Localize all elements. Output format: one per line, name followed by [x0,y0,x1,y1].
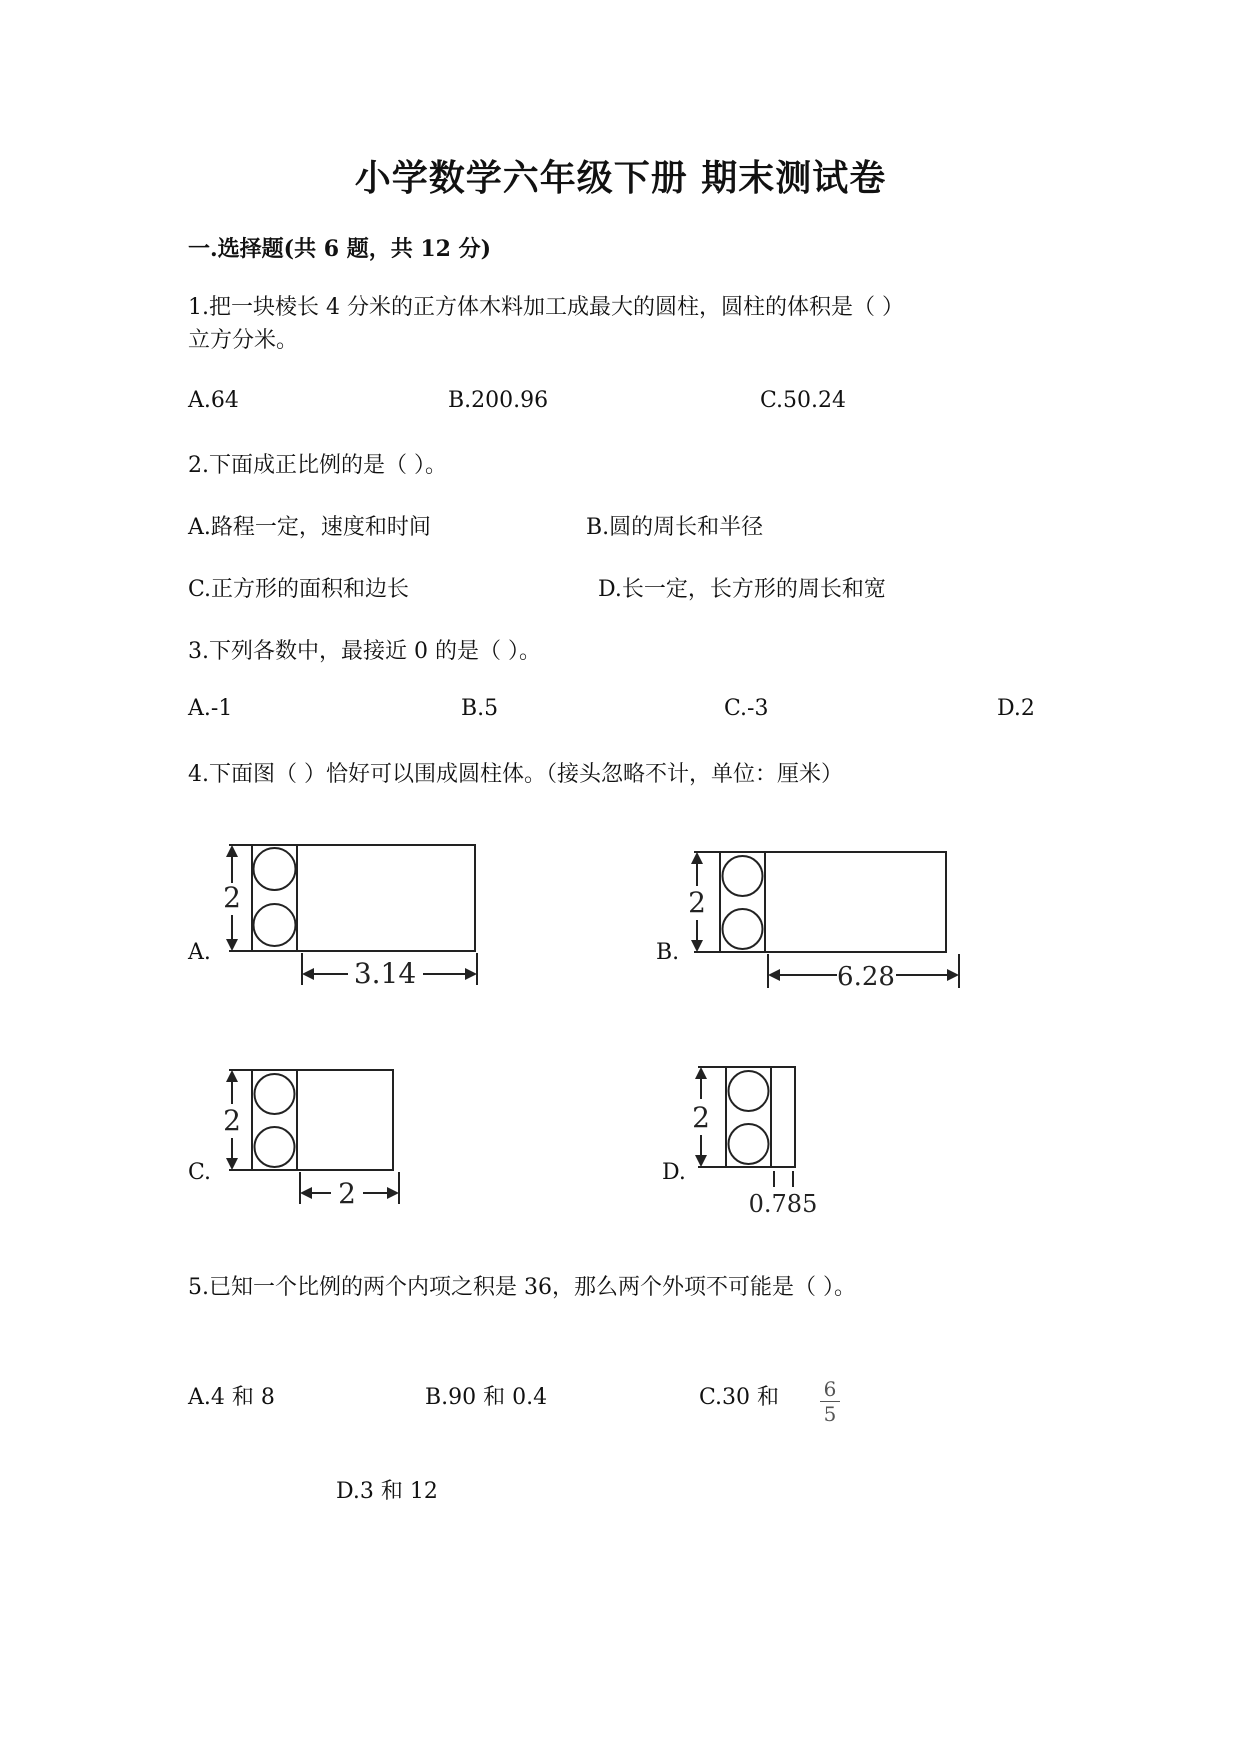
q1-option-c[interactable]: C.50.24 [760,388,847,413]
q4-b-height: 2 [688,886,706,919]
q3-option-d[interactable]: D.2 [997,696,1035,721]
q4-b-width: 6.28 [837,962,895,992]
q4-c-width: 2 [338,1177,356,1210]
q4-option-a-label[interactable]: A. [188,940,211,965]
q3-option-c[interactable]: C.-3 [724,696,769,721]
q4-d-height: 2 [692,1101,710,1134]
q2-option-a[interactable]: A.路程一定，速度和时间 [188,515,431,540]
q2-option-c[interactable]: C.正方形的面积和边长 [188,577,410,602]
page-title: 小学数学六年级下册 期末测试卷 [354,157,887,199]
q1-option-a[interactable]: A.64 [188,388,239,413]
question-2-text: 2.下面成正比例的是（ ）。 [188,453,447,478]
question-1-text-cont: 立方分米。 [188,328,299,353]
q1-option-b[interactable]: B.200.96 [448,388,549,413]
q5-option-d[interactable]: D.3 和 12 [336,1479,438,1504]
q5-option-b[interactable]: B.90 和 0.4 [425,1385,548,1410]
q4-figure-c[interactable] [215,1058,415,1218]
q5-option-c[interactable]: C.30 和 [699,1385,780,1410]
section-heading: 一.选择题(共 6 题，共 12 分) [188,236,492,262]
question-3-text: 3.下列各数中，最接近 0 的是（ ）。 [188,639,541,664]
question-1-text: 1.把一块棱长 4 分米的正方体木料加工成最大的圆柱，圆柱的体积是（ ） [188,295,904,320]
q4-option-c-label[interactable]: C. [188,1160,212,1185]
q2-option-b[interactable]: B.圆的周长和半径 [586,515,764,540]
fraction-denominator: 5 [823,1402,837,1426]
q4-a-width: 3.14 [353,957,417,990]
fraction-numerator: 6 [823,1377,837,1401]
question-4-text: 4.下面图（ ）恰好可以围成圆柱体。（接头忽略不计，单位：厘米） [188,762,843,787]
q4-option-b-label[interactable]: B. [656,940,680,965]
q4-figure-d[interactable] [690,1055,850,1215]
q4-d-width: 0.785 [748,1190,818,1215]
q5-option-c-fraction [818,1378,842,1425]
q4-option-d-label[interactable]: D. [662,1160,686,1185]
q4-a-height: 2 [223,881,241,914]
question-5-text: 5.已知一个比例的两个内项之积是 36，那么两个外项不可能是（ ）。 [188,1275,856,1300]
q3-option-a[interactable]: A.-1 [188,696,233,721]
q3-option-b[interactable]: B.5 [461,696,499,721]
q4-c-height: 2 [223,1104,241,1137]
q2-option-d[interactable]: D.长一定，长方形的周长和宽 [598,577,886,602]
q5-option-a[interactable]: A.4 和 8 [188,1385,275,1410]
q4-figure-b[interactable] [680,840,970,1000]
q4-figure-a[interactable] [215,835,495,995]
